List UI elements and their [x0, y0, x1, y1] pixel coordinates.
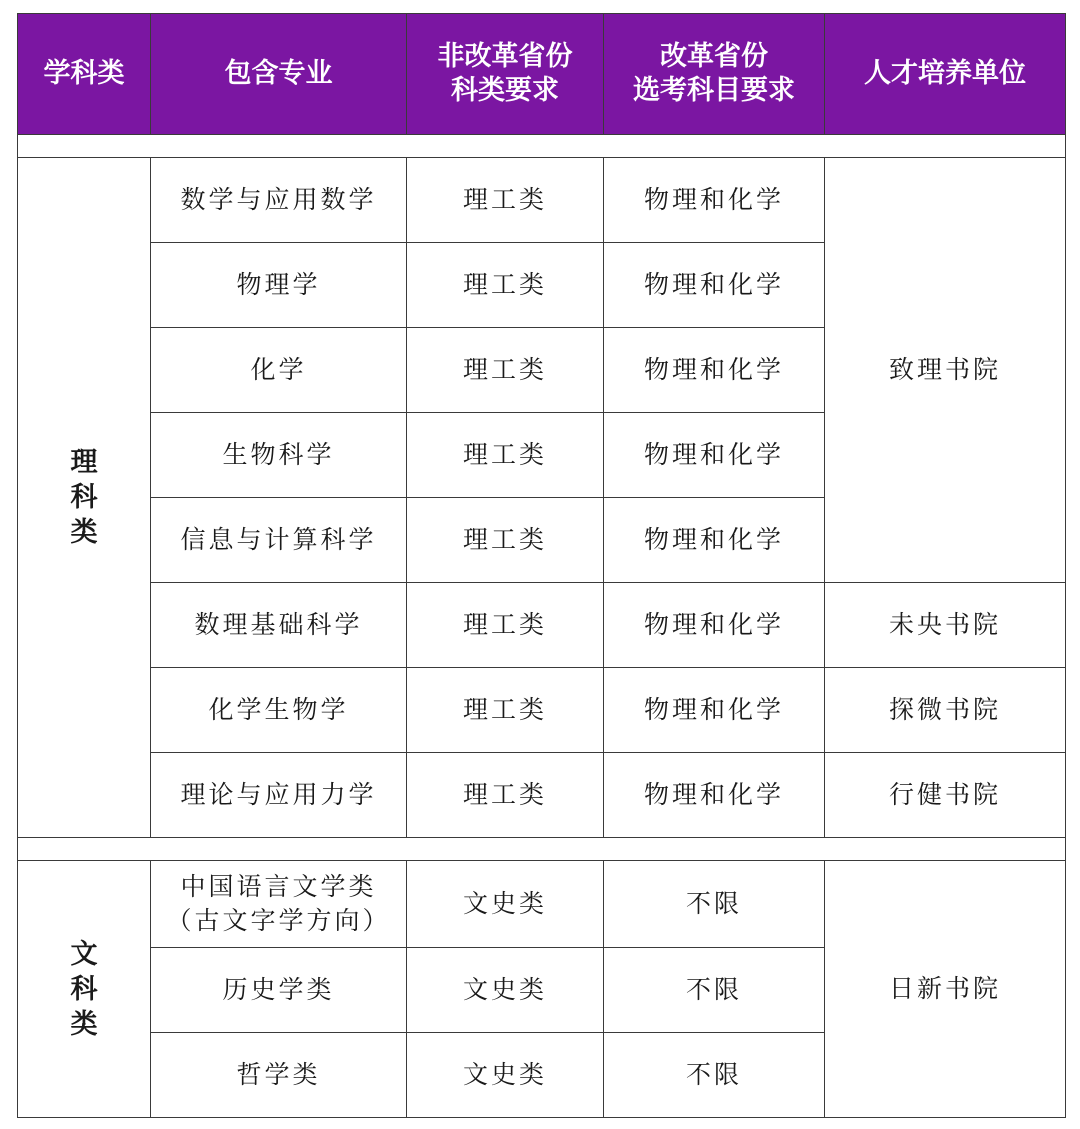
unit-cell: 日新书院 [825, 861, 1066, 1118]
reform-cell: 物理和化学 [604, 668, 825, 753]
major-cell: 中国语言文学类 （古文字学方向） [151, 861, 407, 948]
non-reform-cell: 理工类 [407, 413, 604, 498]
header-discipline: 学科类 [18, 14, 151, 135]
major-cell: 信息与计算科学 [151, 498, 407, 583]
header-row [18, 14, 1066, 135]
header-reform-line2: 选考科目要求 [633, 75, 795, 106]
header-non-reform-line2: 科类要求 [451, 75, 559, 106]
spacer-row [18, 135, 1066, 158]
reform-cell: 物理和化学 [604, 498, 825, 583]
non-reform-cell: 理工类 [407, 668, 604, 753]
reform-cell: 物理和化学 [604, 328, 825, 413]
major-cell: 数学与应用数学 [151, 158, 407, 243]
table-row [18, 753, 1066, 838]
non-reform-cell: 文史类 [407, 1033, 604, 1118]
header-reform-line1: 改革省份 [660, 41, 768, 72]
unit-cell: 未央书院 [825, 583, 1066, 668]
spacer-row [18, 838, 1066, 861]
unit-cell: 行健书院 [825, 753, 1066, 838]
non-reform-cell: 文史类 [407, 861, 604, 948]
reform-cell: 物理和化学 [604, 158, 825, 243]
reform-cell: 物理和化学 [604, 583, 825, 668]
major-cell: 哲学类 [151, 1033, 407, 1118]
non-reform-cell: 理工类 [407, 243, 604, 328]
header-non-reform [407, 14, 604, 135]
table-row [18, 583, 1066, 668]
major-cell: 化学 [151, 328, 407, 413]
header-unit: 人才培养单位 [825, 14, 1066, 135]
unit-cell: 探微书院 [825, 668, 1066, 753]
admission-table [17, 13, 1066, 1118]
major-cell: 数理基础科学 [151, 583, 407, 668]
unit-cell: 致理书院 [825, 158, 1066, 583]
science-category: 理 科 类 [18, 158, 151, 838]
header-majors: 包含专业 [151, 14, 407, 135]
header-non-reform-line1: 非改革省份 [437, 41, 573, 72]
reform-cell: 不限 [604, 1033, 825, 1118]
non-reform-cell: 理工类 [407, 498, 604, 583]
table-row [18, 158, 1066, 243]
table-row [18, 668, 1066, 753]
non-reform-cell: 理工类 [407, 328, 604, 413]
reform-cell: 不限 [604, 861, 825, 948]
major-cell: 历史学类 [151, 948, 407, 1033]
table-row [18, 861, 1066, 948]
major-cell: 理论与应用力学 [151, 753, 407, 838]
major-cell: 物理学 [151, 243, 407, 328]
arts-category: 文 科 类 [18, 861, 151, 1118]
non-reform-cell: 理工类 [407, 158, 604, 243]
non-reform-cell: 理工类 [407, 583, 604, 668]
header-reform [604, 14, 825, 135]
non-reform-cell: 文史类 [407, 948, 604, 1033]
reform-cell: 物理和化学 [604, 243, 825, 328]
reform-cell: 物理和化学 [604, 413, 825, 498]
reform-cell: 物理和化学 [604, 753, 825, 838]
reform-cell: 不限 [604, 948, 825, 1033]
major-cell: 生物科学 [151, 413, 407, 498]
major-cell: 化学生物学 [151, 668, 407, 753]
non-reform-cell: 理工类 [407, 753, 604, 838]
